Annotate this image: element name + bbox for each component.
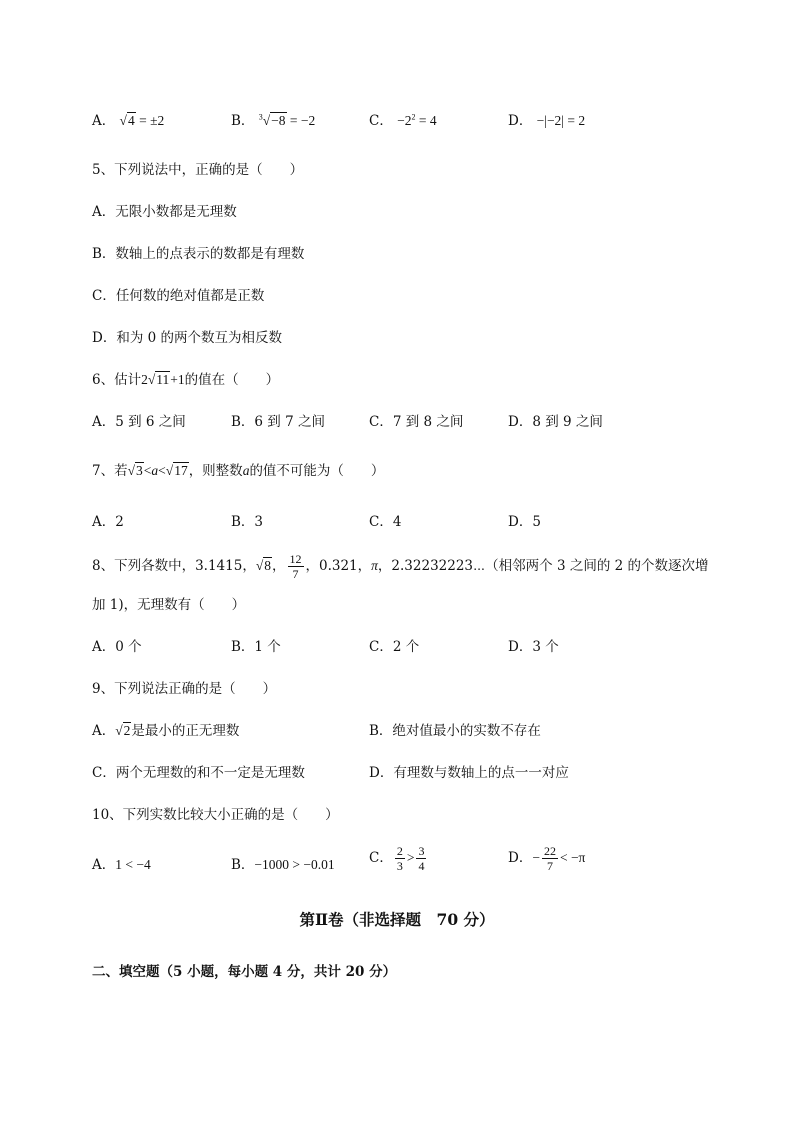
- q9-option-b: B．绝对值最小的实数不存在: [369, 723, 541, 739]
- q8-option-b: B．1 个: [231, 639, 281, 655]
- q10-option-c: [369, 844, 428, 873]
- numerator: 22: [543, 844, 556, 858]
- numerator: 2: [396, 844, 403, 858]
- stem-text: ，2.32232223⋯（相邻两个 3 之间的 2 的个数逐次增: [377, 558, 709, 574]
- variable: a: [242, 463, 250, 478]
- variable: a: [151, 463, 159, 478]
- q7-option-a: A．2: [92, 514, 124, 530]
- numerator: 12: [289, 552, 302, 566]
- radicand: 8: [264, 558, 271, 573]
- radicand: 4: [127, 113, 135, 128]
- stem-text: ，0.321，: [305, 558, 372, 574]
- q10-option-a: [92, 853, 151, 873]
- option-letter: B．: [231, 857, 255, 873]
- q7-stem: [92, 459, 384, 479]
- stem-text: 6、估计: [92, 372, 142, 388]
- q9-stem: 9、下列说法正确的是（ ）: [92, 681, 277, 697]
- option-rhs: = ±2: [139, 113, 165, 128]
- q8-option-d: D．3 个: [508, 639, 559, 655]
- option-letter: A．: [92, 113, 116, 129]
- less-than: <: [158, 463, 166, 478]
- fraction: [395, 844, 405, 873]
- q4-option-d: [508, 109, 585, 129]
- section-title: 第Ⅱ卷（非选择题 70 分）: [299, 910, 495, 929]
- q10-stem: 10、下列实数比较大小正确的是（ ）: [92, 807, 339, 823]
- fraction: [416, 844, 426, 873]
- cbrt-expression: $^3$√−8 = −2: [258, 112, 316, 128]
- q5-option-a: A．无限小数都是无理数: [92, 204, 237, 220]
- fraction: [288, 552, 304, 581]
- less-than: <: [143, 463, 152, 478]
- q9-option-a: [92, 719, 239, 739]
- stem-text: ，则整数: [188, 463, 243, 479]
- option-expression: −1000 > −0.01: [254, 857, 335, 872]
- q4-option-b: [231, 109, 315, 129]
- radicand: 2: [123, 723, 131, 738]
- option-text: 是最小的正无理数: [131, 723, 240, 739]
- q6-option-d: D．8 到 9 之间: [508, 414, 603, 430]
- minus-sign: −: [532, 850, 540, 865]
- q7-option-d: D．5: [508, 514, 541, 530]
- sqrt-expression: 2√11+1: [141, 372, 185, 387]
- option-rhs: = 4: [418, 113, 437, 128]
- q4-option-c: [369, 109, 437, 129]
- denominator: 4: [418, 859, 425, 873]
- q8-stem-line2: 加 1)，无理数有（ ）: [92, 597, 246, 613]
- pi-symbol: π: [371, 558, 378, 573]
- addend: +1: [170, 372, 185, 387]
- greater-than: >: [406, 850, 415, 865]
- q5-option-c: C．任何数的绝对值都是正数: [92, 288, 265, 304]
- radicand: −8: [271, 113, 286, 128]
- sqrt-expression: √4 = ±2: [119, 113, 165, 128]
- option-letter: C．: [369, 113, 393, 129]
- q5-option-b: B．数轴上的点表示的数都是有理数: [92, 246, 305, 262]
- option-letter: B．: [231, 113, 255, 129]
- fill-in-section-title: 二、填空题（5 小题，每小题 4 分，共计 20 分）: [92, 964, 397, 980]
- denominator: 3: [396, 859, 403, 873]
- q9-option-c: C．两个无理数的和不一定是无理数: [92, 765, 305, 781]
- inequality-expression: √3<a<√17: [127, 463, 188, 478]
- option-letter: D．: [508, 850, 533, 866]
- denominator: 7: [292, 567, 299, 581]
- radicand: 3: [136, 463, 143, 478]
- option-expression: < −π: [559, 850, 586, 865]
- option-letter: A．: [92, 723, 116, 739]
- numerator: 3: [418, 844, 425, 858]
- q10-option-d: [508, 844, 585, 873]
- q8-stem: [92, 552, 709, 581]
- radicand: 17: [174, 463, 188, 478]
- denominator: 7: [546, 859, 553, 873]
- abs-expression: −|−2| = 2: [536, 113, 586, 128]
- stem-text: 的值在（ ）: [184, 372, 280, 388]
- fraction: [542, 844, 558, 873]
- q7-option-b: B．3: [231, 514, 264, 530]
- q6-stem: [92, 368, 279, 388]
- q6-option-a: A．5 到 6 之间: [92, 414, 186, 430]
- base: −2: [397, 113, 412, 128]
- stem-text: 7、若: [92, 463, 128, 479]
- q6-option-c: C．7 到 8 之间: [369, 414, 464, 430]
- q5-stem: 5、下列说法中，正确的是（ ）: [92, 162, 304, 178]
- option-expression: 1 < −4: [115, 857, 151, 872]
- q8-option-c: C．2 个: [369, 639, 420, 655]
- q6-option-b: B．6 到 7 之间: [231, 414, 325, 430]
- sqrt-expression: √8: [255, 558, 271, 573]
- exponent: 2: [411, 112, 416, 122]
- stem-text: 8、下列各数中，3.1415，: [92, 558, 256, 574]
- q10-option-b: [231, 853, 335, 873]
- power-expression: [397, 113, 437, 128]
- option-rhs: = −2: [289, 113, 316, 128]
- root-index: 3: [258, 112, 263, 122]
- option-letter: A．: [92, 857, 116, 873]
- q9-option-d: D．有理数与数轴上的点一一对应: [369, 765, 569, 781]
- q5-option-d: D．和为 0 的两个数互为相反数: [92, 330, 282, 346]
- option-letter: C．: [369, 850, 393, 866]
- option-letter: D．: [508, 113, 533, 129]
- radicand: 11: [156, 372, 170, 387]
- q7-option-c: C．4: [369, 514, 402, 530]
- q8-option-a: A．0 个: [92, 639, 142, 655]
- stem-text: 的值不可能为（ ）: [249, 463, 385, 479]
- sqrt-expression: √2: [115, 723, 131, 738]
- coefficient: 2: [141, 372, 148, 387]
- stem-text: ，: [272, 558, 286, 574]
- q4-option-a: [92, 109, 164, 129]
